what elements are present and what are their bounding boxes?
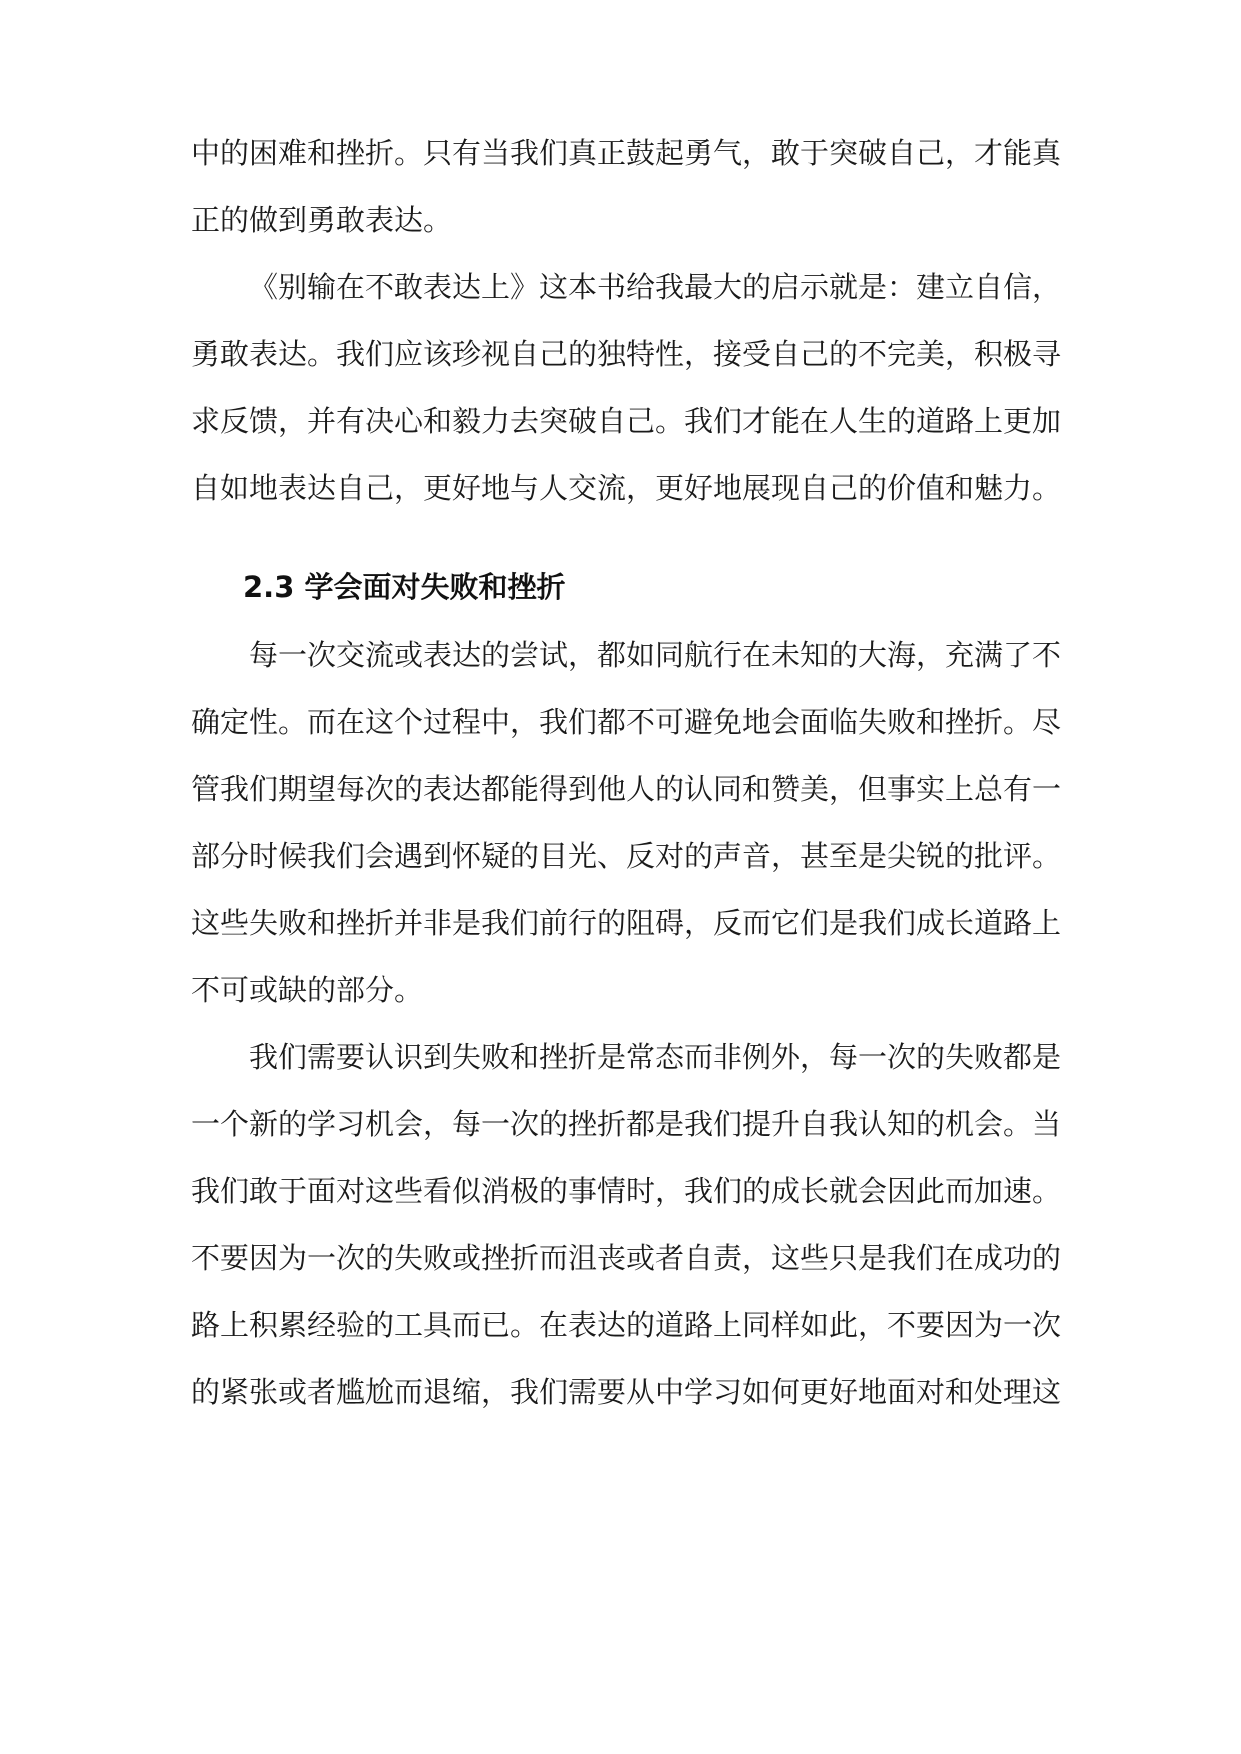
- paragraph-4-line-5: 路上积累经验的工具而已。在表达的道路上同样如此，不要因为一次: [191, 1308, 1062, 1342]
- paragraph-3-line-4: 部分时候我们会遇到怀疑的目光、反对的声音，甚至是尖锐的批评。: [191, 839, 1062, 873]
- paragraph-4-line-4: 不要因为一次的失败或挫折而沮丧或者自责，这些只是我们在成功的: [191, 1241, 1062, 1275]
- paragraph-2-line-4: 自如地表达自己，更好地与人交流，更好地展现自己的价值和魅力。: [191, 471, 1062, 505]
- paragraph-4-line-3: 我们敢于面对这些看似消极的事情时，我们的成长就会因此而加速。: [191, 1174, 1062, 1208]
- paragraph-3-line-1: 每一次交流或表达的尝试，都如同航行在未知的大海，充满了不: [249, 638, 1062, 672]
- paragraph-3-line-6: 不可或缺的部分。: [191, 973, 424, 1007]
- paragraph-4-line-2: 一个新的学习机会，每一次的挫折都是我们提升自我认知的机会。当: [191, 1107, 1062, 1141]
- paragraph-1-line-1: 中的困难和挫折。只有当我们真正鼓起勇气，敢于突破自己，才能真: [191, 136, 1062, 170]
- paragraph-1-line-2: 正的做到勇敢表达。: [191, 203, 453, 237]
- section-heading: 2.3 学会面对失败和挫折: [243, 570, 566, 604]
- paragraph-2-line-1: 《别输在不敢表达上》这本书给我最大的启示就是：建立自信，: [249, 270, 1062, 304]
- paragraph-4-line-6: 的紧张或者尴尬而退缩，我们需要从中学习如何更好地面对和处理这: [191, 1375, 1062, 1409]
- paragraph-2-line-3: 求反馈，并有决心和毅力去突破自己。我们才能在人生的道路上更加: [191, 404, 1062, 438]
- paragraph-4-line-1: 我们需要认识到失败和挫折是常态而非例外，每一次的失败都是: [249, 1040, 1062, 1074]
- paragraph-3-line-2: 确定性。而在这个过程中，我们都不可避免地会面临失败和挫折。尽: [191, 705, 1062, 739]
- paragraph-3-line-3: 管我们期望每次的表达都能得到他人的认同和赞美，但事实上总有一: [191, 772, 1062, 806]
- paragraph-2-line-2: 勇敢表达。我们应该珍视自己的独特性，接受自己的不完美，积极寻: [191, 337, 1062, 371]
- paragraph-3-line-5: 这些失败和挫折并非是我们前行的阻碍，反而它们是我们成长道路上: [191, 906, 1062, 940]
